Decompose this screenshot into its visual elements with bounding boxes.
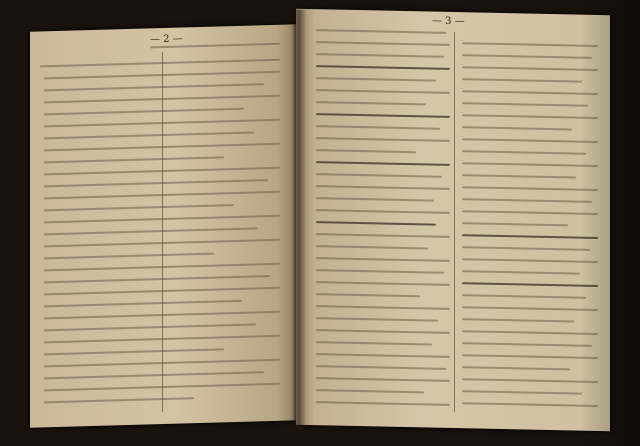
right-page bbox=[296, 9, 610, 432]
left-page-number: — 2 — bbox=[150, 33, 183, 46]
right-page-text bbox=[296, 9, 610, 432]
left-page bbox=[30, 24, 298, 427]
left-page-text bbox=[30, 24, 298, 427]
book-spine-gutter bbox=[292, 10, 306, 430]
right-page-number: — 3 — bbox=[432, 15, 465, 28]
edge-shadow bbox=[580, 0, 640, 446]
